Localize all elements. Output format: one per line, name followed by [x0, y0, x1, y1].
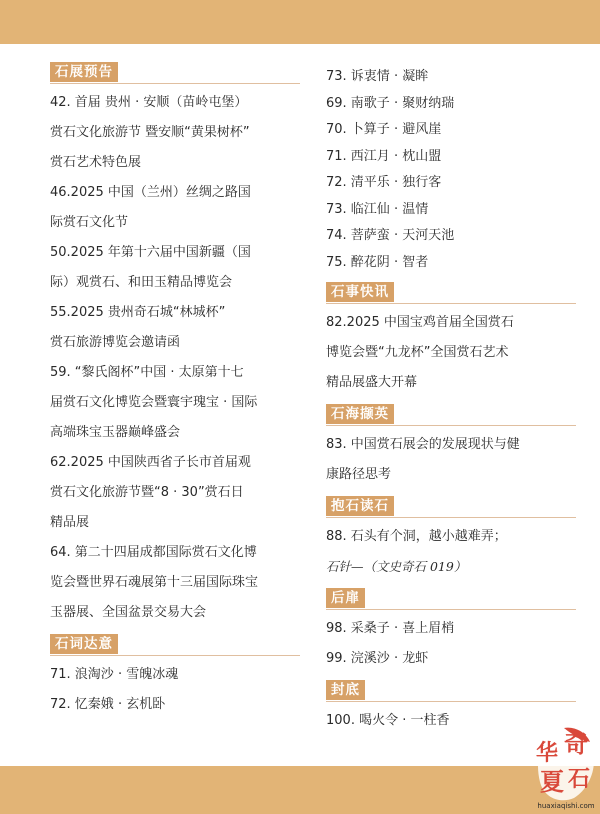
section-header	[326, 280, 576, 306]
section-rule	[326, 701, 576, 702]
entry-line: 赏石旅游博览会邀请函	[50, 335, 181, 350]
entry-line: 46.2025 中国（兰州）丝绸之路国	[50, 185, 251, 200]
toc-entry[interactable]: 75. 醉花阴 · 智者	[326, 254, 429, 270]
toc-entry[interactable]: 71. 西江月 · 枕山盟	[326, 148, 442, 164]
seal-logo-icon	[534, 722, 598, 812]
logo-char: 华	[536, 740, 559, 766]
toc-entry[interactable]: 70. 卜算子 · 避风崖	[326, 122, 442, 137]
toc-entry[interactable]	[326, 308, 576, 398]
toc-entry[interactable]: 69. 南歌子 · 聚财纳瑞	[326, 95, 455, 111]
section-rule	[50, 83, 300, 84]
toc-entry[interactable]	[50, 358, 300, 448]
entry-line: 42. 首届 贵州 · 安顺（苗岭屯堡）	[50, 95, 248, 110]
section-shihai-xieying	[326, 402, 576, 490]
section-header	[50, 632, 300, 658]
section-title: 石词达意	[50, 634, 118, 654]
toc-entry[interactable]	[50, 538, 300, 628]
section-title: 石海撷英	[326, 404, 394, 424]
entry-line: 99. 浣溪沙 · 龙虾	[326, 651, 429, 666]
toc-entry[interactable]	[50, 238, 300, 298]
logo-char: 奇	[564, 729, 588, 758]
section-rule	[50, 655, 300, 656]
entry-line: 高端珠宝玉器巅峰盛会	[50, 425, 181, 440]
toc-entry[interactable]: 72. 清平乐 · 独行客	[326, 175, 442, 190]
left-column	[50, 56, 300, 720]
entry-line: 72. 忆秦娥 · 玄机卧	[50, 697, 166, 712]
logo-url: huaxiaqishi.com	[537, 802, 595, 810]
entry-line: 精品展	[50, 515, 90, 530]
section-title: 抱石读石	[326, 496, 394, 516]
toc-entry[interactable]: 73. 临江仙 · 温情	[326, 201, 429, 217]
entry-line: 玉器展、全国盆景交易大会	[50, 605, 207, 620]
section-title: 石展预告	[50, 62, 118, 82]
entry-note: 石针—（文史奇石 019）	[326, 559, 467, 574]
entry-line: 82.2025 中国宝鸡首届全国赏石	[326, 315, 514, 330]
section-shizhan-yugao	[50, 60, 300, 628]
toc-entry[interactable]	[50, 298, 300, 358]
toc-entry[interactable]	[50, 178, 300, 238]
entry-line: 康路径思考	[326, 467, 392, 482]
entry-line: 55.2025 贵州奇石城“林城杯”	[50, 305, 226, 320]
logo-char: 夏	[540, 767, 564, 796]
logo-char: 石	[568, 766, 591, 792]
section-header	[326, 494, 576, 520]
toc-entry[interactable]	[326, 644, 576, 674]
section-houfei	[326, 586, 576, 674]
section-shishi-kuaixun	[326, 280, 576, 398]
toc-entry[interactable]: 73. 诉衷情 · 凝眸	[326, 69, 429, 84]
section-rule	[326, 425, 576, 426]
entry-line: 届赏石文化博览会暨寰宇瑰宝 · 国际	[50, 395, 258, 410]
section-title: 封底	[326, 680, 365, 700]
section-header	[50, 60, 300, 86]
entry-line: 71. 浪淘沙 · 雪魄冰魂	[50, 667, 179, 682]
section-header	[326, 402, 576, 428]
entry-line: 博览会暨“九龙杯”全国赏石艺术	[326, 345, 509, 360]
toc-entry[interactable]	[50, 660, 300, 690]
entry-line: 88. 石头有个洞，越小越难弄；	[326, 529, 507, 544]
entry-line: 际赏石文化节	[50, 215, 129, 230]
entry-line: 精品展盛大开幕	[326, 375, 418, 390]
entry-line: 98. 采桑子 · 喜上眉梢	[326, 621, 455, 636]
toc-entry[interactable]: 74. 菩萨蛮 · 天河天池	[326, 228, 455, 243]
entry-line: 赏石文化旅游节 暨安顺“黄果树杯”	[50, 125, 250, 140]
entry-line: 83. 中国赏石展会的发展现状与健	[326, 437, 520, 452]
toc-entry[interactable]	[326, 522, 576, 552]
section-rule	[326, 609, 576, 610]
right-column	[326, 64, 576, 736]
entry-line: 览会暨世界石魂展第十三届国际珠宝	[50, 575, 259, 590]
section-title: 石事快讯	[326, 282, 394, 302]
bottom-decorative-band	[0, 766, 600, 814]
section-shici-dayi	[50, 632, 300, 720]
section-baoshi-dushi	[326, 494, 576, 582]
toc-entry[interactable]	[326, 430, 576, 490]
section-title: 后扉	[326, 588, 365, 608]
section-header	[326, 678, 576, 704]
top-decorative-band	[0, 0, 600, 44]
section-rule	[326, 517, 576, 518]
entry-line: 际）观赏石、和田玉精品博览会	[50, 275, 233, 290]
entry-line: 59. “黎氏阁杯”中国 · 太原第十七	[50, 365, 244, 380]
toc-entry[interactable]	[50, 448, 300, 538]
entry-line: 100. 喝火令 · 一柱香	[326, 713, 450, 728]
toc-entry[interactable]	[326, 614, 576, 644]
entry-line: 赏石艺术特色展	[50, 155, 142, 170]
toc-entry[interactable]	[50, 88, 300, 178]
entry-line: 62.2025 中国陕西省子长市首届观	[50, 455, 251, 470]
section-header	[326, 586, 576, 612]
toc-entry[interactable]	[50, 690, 300, 720]
entry-line: 赏石文化旅游节暨“8 · 30”赏石日	[50, 485, 244, 500]
lead-entries	[326, 64, 576, 276]
entry-line: 50.2025 年第十六届中国新疆（国	[50, 245, 251, 260]
section-rule	[326, 303, 576, 304]
entry-line: 64. 第二十四届成都国际赏石文化博	[50, 545, 257, 560]
